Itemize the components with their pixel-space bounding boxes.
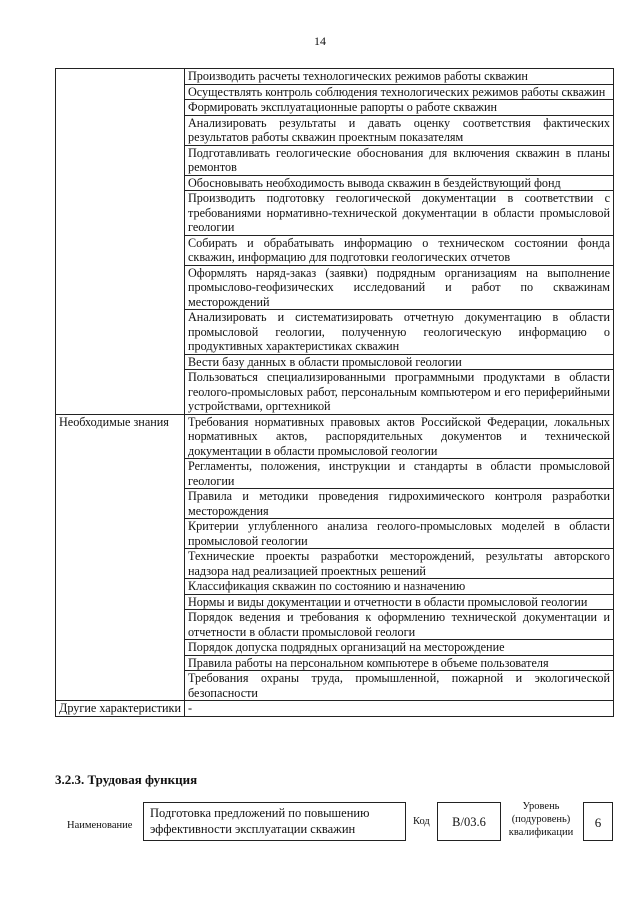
table-cell-item: Оформлять наряд-заказ (заявки) подрядным организациям на выполнение промыслово-геофизических исследований и работ по скважинам месторождений (185, 265, 614, 310)
table-cell-item: Нормы и виды документации и отчетности в области промысловой геологии (185, 594, 614, 610)
table-cell-item: Классификация скважин по состоянию и назначению (185, 579, 614, 595)
table-cell-item: Пользоваться специализированными программными продуктами в области геолого-промысловых работ, персональным компьютером и его периферийными устройствами, оргтехникой (185, 370, 614, 415)
code-label: Код (413, 816, 430, 827)
table-cell-item: Производить расчеты технологических режимов работы скважин (185, 69, 614, 85)
table-cell-item: Формировать эксплуатационные рапорты о работе скважин (185, 100, 614, 116)
table-cell-item: Осуществлять контроль соблюдения технологических режимов работы скважин (185, 84, 614, 100)
table-cell-item: - (185, 701, 614, 717)
table-cell-item: Правила и методики проведения гидрохимического контроля разработки месторождения (185, 489, 614, 519)
qualification-level-label: Уровень (подуровень) квалификации (508, 801, 574, 838)
table-cell-item: Порядок допуска подрядных организаций на месторождение (185, 640, 614, 656)
page-number: 14 (314, 34, 326, 48)
table-row (56, 69, 614, 85)
section-heading: 3.2.3. Трудовая функция (55, 772, 198, 787)
name-label: Наименование (67, 820, 133, 831)
table-cell-item: Обосновывать необходимость вывода скважин в бездействующий фонд (185, 175, 614, 191)
row-category-label (56, 69, 185, 415)
function-code-box: B/03.6 (437, 802, 501, 841)
competency-table (55, 68, 614, 717)
table-cell-item: Вести базу данных в области промысловой геологии (185, 354, 614, 370)
table-cell-item: Производить подготовку геологической документации в соответствии с требованиями нормативно-технической документации в области промысловой геологии (185, 191, 614, 236)
table-cell-item: Регламенты, положения, инструкции и стандарты в области промысловой геологии (185, 459, 614, 489)
row-category-label: Другие характеристики (56, 701, 185, 717)
table-cell-item: Правила работы на персональном компьютере в объеме пользователя (185, 655, 614, 671)
table-cell-item: Подготавливать геологические обоснования для включения скважин в планы ремонтов (185, 145, 614, 175)
table-cell-item: Анализировать результаты и давать оценку соответствия фактических результатов работы скважин проектным показателям (185, 115, 614, 145)
table-cell-item: Порядок ведения и требования к оформлению технической документации и отчетности в области промысловой геологи (185, 610, 614, 640)
table-row (56, 414, 614, 459)
function-name-box: Подготовка предложений по повышению эффективности эксплуатации скважин (143, 802, 406, 841)
qualification-level-box: 6 (583, 802, 613, 841)
competency-table-body (56, 69, 614, 717)
table-cell-item: Собирать и обрабатывать информацию о техническом состоянии фонда скважин, информацию для подготовки геологических отчетов (185, 235, 614, 265)
table-cell-item: Требования охраны труда, промышленной, пожарной и экологической безопасности (185, 671, 614, 701)
row-category-label: Необходимые знания (56, 414, 185, 701)
table-row (56, 701, 614, 717)
table-cell-item: Требования нормативных правовых актов Российской Федерации, локальных нормативных актов, распорядительных документов и технической документации в области промысловой геологии (185, 414, 614, 459)
table-cell-item: Технические проекты разработки месторождений, результаты авторского надзора над реализацией проектных решений (185, 549, 614, 579)
table-cell-item: Анализировать и систематизировать отчетную документацию в области промысловой геологии, полученную геологическую информацию о продуктивных характеристиках скважин (185, 310, 614, 355)
table-cell-item: Критерии углубленного анализа геолого-промысловых моделей в области промысловой геологии (185, 519, 614, 549)
labor-function-row (0, 800, 640, 850)
